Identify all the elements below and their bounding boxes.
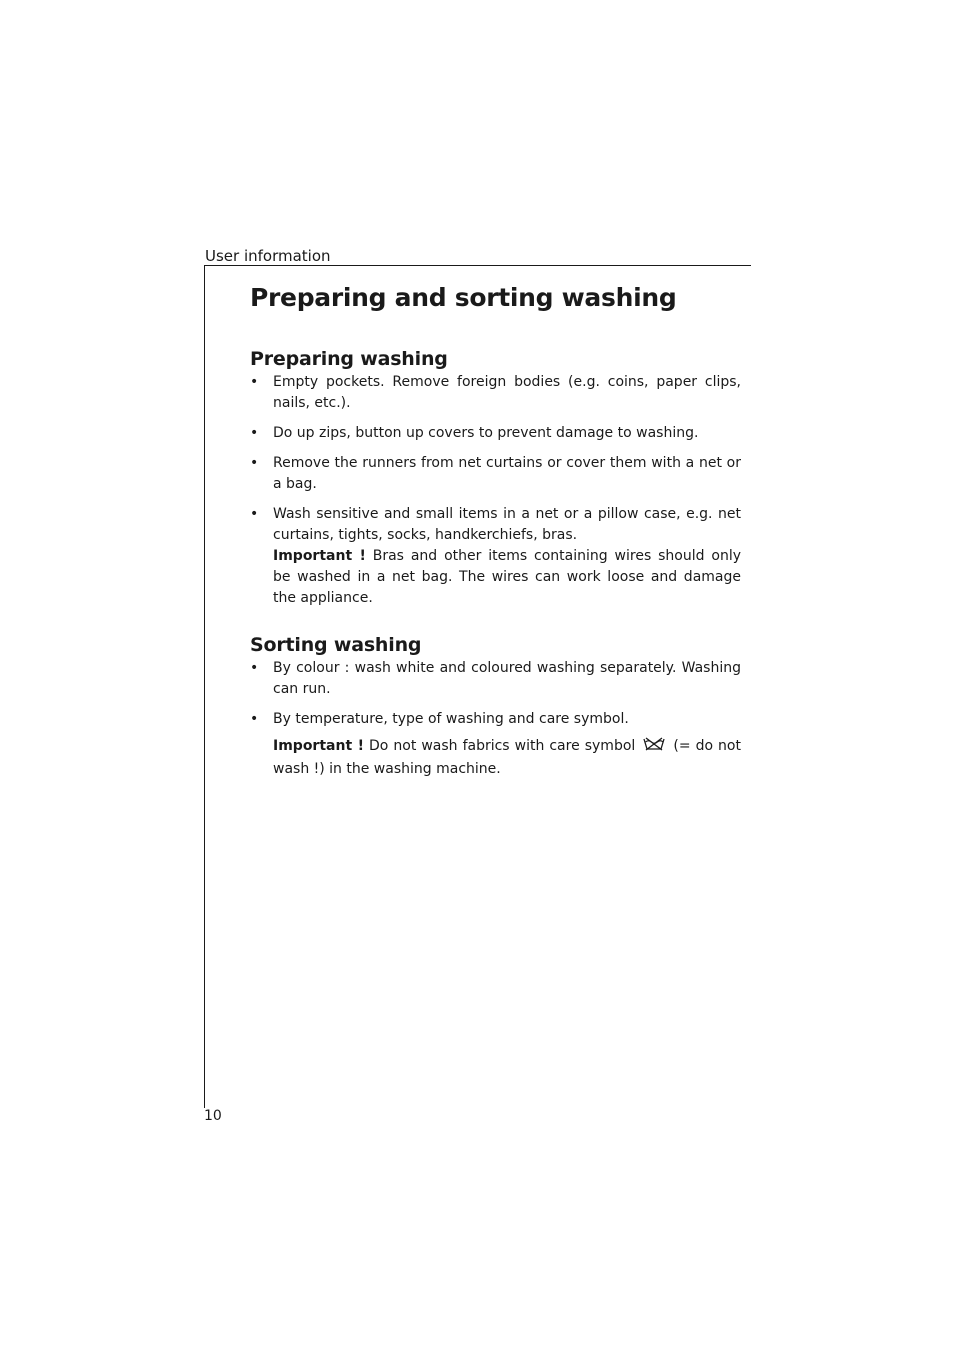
margin-rule bbox=[204, 265, 205, 1108]
list-item bbox=[250, 658, 741, 700]
bullet: • bbox=[250, 506, 259, 522]
list-item-text: Remove the runners from net curtains or cover them with a net or a bag. bbox=[273, 455, 741, 492]
sorting-important-note bbox=[250, 736, 741, 780]
list-item-text: Wash sensitive and small items in a net or a pillow case, e.g. net curtains, tights, socks, handkerchiefs, bras. bbox=[273, 506, 741, 543]
sorting-list bbox=[250, 658, 741, 730]
do-not-wash-icon bbox=[642, 736, 666, 759]
important-label: Important ! bbox=[273, 548, 366, 564]
list-item bbox=[250, 423, 741, 444]
header-rule bbox=[204, 265, 751, 266]
preparing-list bbox=[250, 372, 741, 609]
header-section-label: User information bbox=[205, 247, 331, 265]
page-title: Preparing and sorting washing bbox=[250, 283, 677, 312]
list-item-text: Do up zips, button up covers to prevent damage to washing. bbox=[273, 425, 699, 441]
list-item bbox=[250, 372, 741, 414]
bullet: • bbox=[250, 374, 259, 390]
page-number: 10 bbox=[204, 1108, 222, 1124]
bullet: • bbox=[250, 425, 259, 441]
important-text: Bras and other items containing wires should only be washed in a net bag. The wires can work loose and damage the appliance. bbox=[273, 548, 742, 606]
preparing-heading: Preparing washing bbox=[250, 348, 448, 370]
important-text-before: Do not wash fabrics with care symbol bbox=[363, 738, 641, 754]
bullet: • bbox=[250, 455, 259, 471]
list-item bbox=[250, 709, 741, 730]
bullet: • bbox=[250, 711, 259, 727]
list-item-text: By colour : wash white and coloured washing separately. Washing can run. bbox=[273, 660, 741, 697]
bullet: • bbox=[250, 660, 259, 676]
page-content bbox=[250, 282, 741, 780]
list-item bbox=[250, 504, 741, 609]
important-text-after: (= do not wash !) in the washing machine. bbox=[273, 738, 741, 777]
important-label: Important ! bbox=[273, 738, 364, 754]
list-item-text: Empty pockets. Remove foreign bodies (e.g. coins, paper clips, nails, etc.). bbox=[273, 374, 741, 411]
list-item bbox=[250, 453, 741, 495]
list-item-text: By temperature, type of washing and care symbol. bbox=[273, 711, 629, 727]
sorting-heading: Sorting washing bbox=[250, 634, 422, 656]
